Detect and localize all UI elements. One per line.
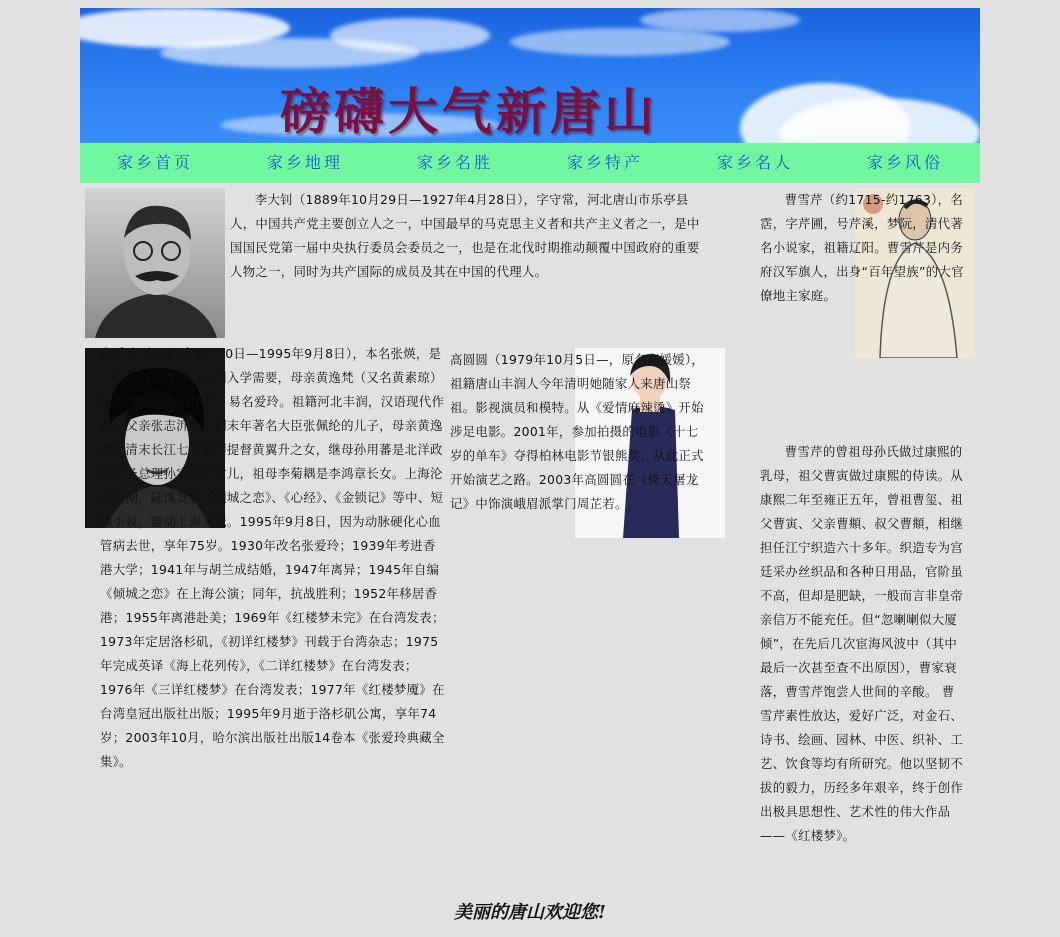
page-container: [80, 8, 980, 172]
nav-item-home[interactable]: 家乡首页: [116, 153, 193, 172]
zhang-ailing-text: 张爱玲（1920年9月30日—1995年9月8日），本名张煐，是一位著名女作家，后因入学需要，母亲黄逸梵（又名黄素琼）以英文名Eileen译音，易名爱玲。祖籍河北丰润，汉语现代作家。父亲张志沂为清朝末年著名大臣张佩纶的儿子，母亲黄逸梵是清末长江七省水师提督黄翼升之女，继母孙用蕃是北洋政府国务总理孙宝琦的女儿，祖母李菊耦是李鸿章长女。上海沦陷时期，陆续发表《倾城之恋》、《心经》、《金锁记》等中、短篇小说，震动上海文坛。1995年9月8日，因为动脉硬化心血管病去世，享年75岁。1930年改名张爱玲；1939年考进香港大学；1941年与胡兰成结婚，1947年离异；1945年自编《倾城之恋》在上海公演；同年，抗战胜利；1952年移居香港；1955年离港赴美；1969年《红楼梦未完》在台湾发表；1973年定居洛杉矶，《初详红楼梦》刊载于台湾杂志；1975年完成英译《海上花列传》，《二详红楼梦》在台湾发表；1976年《三详红楼梦》在台湾发表；1977年《红楼梦魇》在台湾皇冠出版社出版；1995年9月逝于洛杉矶公寓，享年74岁；2003年10月，哈尔滨出版社出版14卷本《张爱玲典藏全集》。: [100, 346, 445, 769]
main-navigation: [80, 143, 980, 183]
nav-item-customs[interactable]: 家乡风俗: [866, 153, 943, 172]
nav-item-geography[interactable]: 家乡地理: [266, 153, 343, 172]
li-dazhao-bio: [230, 188, 710, 284]
header-banner: [80, 8, 980, 143]
gao-yuanyuan-text: 高圆圆（1979年10月5日—，原名高媛媛），祖籍唐山丰润人今年清明她随家人来唐山祭祖。影视演员和模特。从《爱情麻辣烫》开始涉足电影。2001年，参加拍摄的电影《十七岁的单车》夺得柏林电影节银熊奖，从此正式开始演艺之路。2003年高圆圆在《倚天屠龙记》中饰演峨眉派掌门周芷若。: [450, 352, 705, 511]
footer-welcome: 美丽的唐山欢迎您!: [454, 902, 606, 923]
cao-xueqin-bio-1: [760, 188, 970, 308]
cao-xueqin-text-1: 曹雪芹（约1715-约1763），名霑，字芹圃，号芹溪，梦阮，清代著名小说家，祖籍辽阳。曹雪芹是内务府汉军旗人，出身“百年望族”的大官僚地主家庭。: [760, 192, 964, 303]
site-title: 磅礴大气新唐山: [280, 82, 658, 141]
nav-item-celebrities[interactable]: 家乡名人: [716, 153, 793, 172]
cao-xueqin-bio-2: [760, 440, 965, 848]
zhang-ailing-bio: [100, 342, 445, 774]
nav-item-specialties[interactable]: 家乡特产: [566, 153, 643, 172]
li-dazhao-photo: [85, 188, 225, 338]
li-dazhao-text: 李大钊（1889年10月29日—1927年4月28日），字守常，河北唐山市乐亭县人，中国共产党主要创立人之一，中国最早的马克思主义者和共产主义者之一，是中国国民党第一届中央执行委员会委员之一，也是在北伐时期推动颠覆中国政府的重要人物之一，同时为共产国际的成员及其在中国的代理人。: [230, 192, 700, 279]
cao-xueqin-text-2: 曹雪芹的曾祖母孙氏做过康熙的乳母，祖父曹寅做过康熙的侍读。从康熙二年至雍正五年，曾祖曹玺、祖父曹寅、父亲曹頫、叔父曹頫，相继担任江宁织造六十多年。织造专为宫廷采办丝织品和各种日用品，官阶虽不高，但却是肥缺，一般而言非皇帝亲信万不能充任。但“忽喇喇似大厦倾”，在先后几次宦海风波中（其中最后一次甚至查不出原因），曹家衰落，曹雪芹饱尝人世间的辛酸。 曹雪芹素性放达，爱好广泛，对金石、诗书、绘画、园林、中医、织补、工艺、饮食等均有所研究。他以坚韧不拔的毅力，历经多年艰辛，终于创作出极具思想性、艺术性的伟大作品——《红楼梦》。: [760, 444, 964, 843]
nav-item-attractions[interactable]: 家乡名胜: [416, 153, 493, 172]
gao-yuanyuan-bio: [450, 348, 705, 516]
